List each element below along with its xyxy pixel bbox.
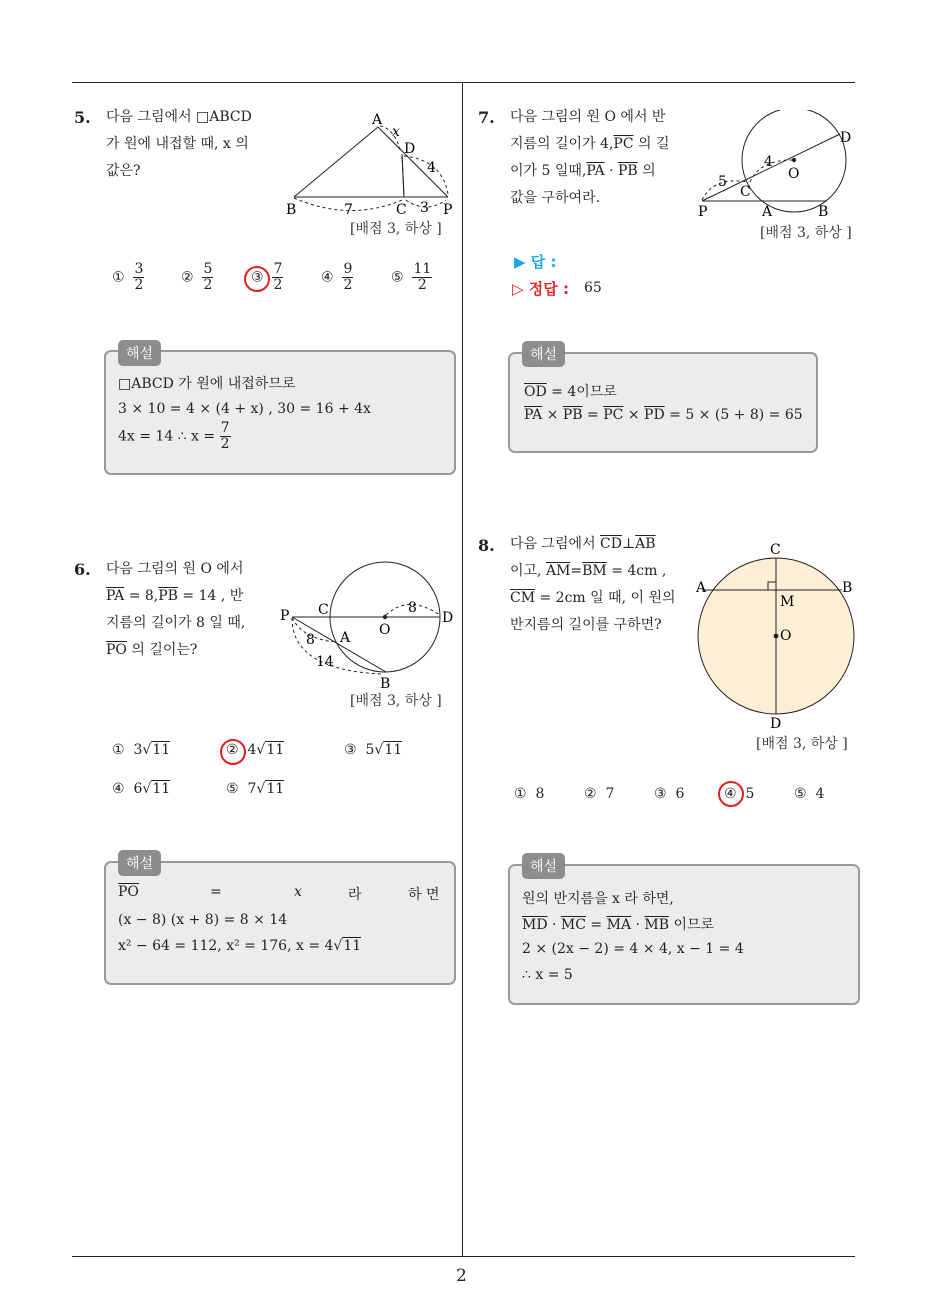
q6-label-14: 14: [316, 654, 334, 670]
q5-option-2[interactable]: ② $\frac{5}{2}$: [181, 261, 213, 293]
q8-number: 8.: [478, 536, 495, 555]
q5-solution-line: 4x = 14 ∴ x = $\frac{7}{2}$: [118, 420, 230, 452]
q6-text-line: $\overline{PA} = 8,\overline{PB} = 14$ , 반: [106, 588, 244, 604]
q7-correct-value: 65: [584, 280, 602, 296]
q5-figure: [280, 110, 460, 220]
q8-text: [510, 531, 676, 639]
q6-text-line: 다음 그림의 원 O 에서: [106, 561, 244, 577]
q5-label-3: 3: [420, 200, 429, 216]
q6-figure: [278, 560, 462, 692]
q8-label-c: C: [770, 542, 781, 558]
q5-number: 5.: [74, 108, 91, 127]
q8-text-line: 이고, $\overline{AM}=\overline{BM} = 4cm$ ,: [510, 563, 667, 579]
q8-option-1[interactable]: ① 8: [514, 786, 545, 802]
q5-label-4: 4: [427, 160, 436, 176]
q6-label-p: P: [280, 608, 290, 624]
q7-label-b: B: [818, 204, 829, 220]
q8-solution-tag: 해설: [522, 853, 565, 879]
q6-text-line: $\overline{PO}$ 의 길이는?: [106, 642, 198, 658]
top-rule: [72, 82, 855, 83]
q7-text: [510, 104, 670, 212]
q7-correct-label: ▷ 정답 :: [512, 280, 569, 298]
q7-text-line: 다음 그림의 원 O 에서 반: [510, 109, 666, 125]
q5-label-a: A: [372, 112, 383, 128]
q7-solution-line: $\overline{PA} \times \overline{PB} = \overline{PC} \times \overline{PD} = 5 \times (5 + 8) = 65$: [524, 407, 803, 423]
q8-label-b: B: [842, 580, 853, 596]
q6-option-3[interactable]: ③ 5√11: [344, 742, 403, 758]
q8-label-a: A: [696, 580, 707, 596]
q7-label-d: D: [840, 130, 852, 146]
q6-solution-line: $\overline{PO}$ = x 라 하 면: [118, 884, 440, 903]
q5-text: [106, 104, 252, 185]
q8-solution-line: $\overline{MD} \cdot \overline{MC} = \overline{MA} \cdot \overline{MB}$ 이므로: [522, 917, 715, 933]
q5-label-b: B: [286, 202, 297, 218]
column-divider: [462, 82, 463, 1256]
q8-figure: [694, 540, 860, 740]
q5-solution-tag: 해설: [118, 340, 161, 366]
q6-label-d: D: [442, 610, 454, 626]
q8-text-line: 반지름의 길이를 구하면?: [510, 617, 662, 633]
q7-score: [배점 3, 하상 ]: [760, 225, 852, 241]
q8-solution-box: [508, 864, 860, 1005]
q7-text-line: 지름의 길이가 $4,\overline{PC}$ 의 길: [510, 136, 670, 152]
q8-answer-mark: [718, 781, 744, 807]
q6-label-c: C: [318, 602, 329, 618]
q7-label-p: P: [698, 204, 708, 220]
q7-solution-tag: 해설: [522, 341, 565, 367]
q7-text-line: 값을 구하여라.: [510, 190, 601, 206]
q5-solution-line: 3 × 10 = 4 × (4 + x) , 30 = 16 + 4x: [118, 401, 371, 417]
q5-score: [배점 3, 하상 ]: [350, 221, 442, 237]
q7-number: 7.: [478, 108, 495, 127]
q5-option-1[interactable]: ① $\frac{3}{2}$: [112, 261, 144, 293]
q5-solution-line: □ABCD 가 원에 내접하므로: [118, 376, 296, 392]
q5-answer-mark: [244, 266, 270, 292]
q7-label-c: C: [740, 184, 751, 200]
q7-label-o: O: [788, 166, 800, 182]
q8-solution-line: 2 × (2x − 2) = 4 × 4, x − 1 = 4: [522, 941, 744, 957]
q8-label-m: M: [780, 594, 795, 610]
q8-solution-line: ∴ x = 5: [522, 967, 573, 983]
q6-option-5[interactable]: ⑤ 7√11: [226, 781, 285, 797]
q5-option-4[interactable]: ④ $\frac{9}{2}$: [321, 261, 353, 293]
q6-solution-line: x² − 64 = 112, x² = 176, x = 4√11: [118, 938, 362, 954]
q6-label-b: B: [380, 676, 391, 692]
q6-label-a: A: [340, 630, 351, 646]
q8-label-o: O: [780, 628, 792, 644]
q5-text-line: 값은?: [106, 163, 141, 179]
q6-label-o: O: [379, 622, 391, 638]
q6-solution-tag: 해설: [118, 850, 161, 876]
q5-label-x: x: [392, 124, 400, 140]
q7-text-line: 이가 5 일때$,\overline{PA} \cdot \overline{PB}$ 의: [510, 163, 656, 179]
q8-text-line: 다음 그림에서 $\overline{CD}\perp\overline{AB}$: [510, 536, 656, 552]
q8-label-d: D: [770, 716, 782, 732]
q6-label-8-right: 8: [408, 600, 417, 616]
q7-solution-box: [508, 352, 818, 453]
q7-answer-label: ▶ 답 :: [514, 253, 557, 271]
q6-answer-mark: [220, 739, 246, 765]
q8-text-line: $\overline{CM} = 2cm$ 일 때, 이 원의: [510, 590, 676, 606]
q5-label-d: D: [404, 141, 416, 157]
q7-label-a: A: [762, 204, 773, 220]
q6-solution-line: (x − 8) (x + 8) = 8 × 14: [118, 912, 288, 928]
q6-option-1[interactable]: ① 3√11: [112, 742, 171, 758]
q7-label-4: 4: [764, 154, 773, 170]
q8-solution-line: 원의 반지름을 x 라 하면,: [522, 891, 674, 907]
q8-score: [배점 3, 하상 ]: [756, 736, 848, 752]
q5-label-7: 7: [344, 202, 353, 218]
q5-text-line: 가 원에 내접할 때, x 의: [106, 136, 249, 152]
q5-label-c: C: [396, 202, 407, 218]
q7-solution-line: $\overline{OD} = 4$이므로: [524, 384, 617, 400]
q5-label-p: P: [443, 202, 453, 218]
q6-option-2[interactable]: ② 4√11: [226, 742, 285, 758]
q6-label-8-left: 8: [306, 632, 315, 648]
q6-option-4[interactable]: ④ 6√11: [112, 781, 171, 797]
bottom-rule: [72, 1256, 855, 1257]
q8-option-5[interactable]: ⑤ 4: [794, 786, 825, 802]
q7-label-5: 5: [718, 174, 727, 190]
q5-option-5[interactable]: ⑤ $\frac{11}{2}$: [391, 261, 432, 293]
q8-option-3[interactable]: ③ 6: [654, 786, 685, 802]
q8-option-4[interactable]: ④ 5: [724, 786, 755, 802]
q5-text-line: 다음 그림에서 □ABCD: [106, 109, 252, 125]
q8-option-2[interactable]: ② 7: [584, 786, 615, 802]
q7-figure: [694, 110, 860, 220]
q6-number: 6.: [74, 560, 91, 579]
q5-option-3[interactable]: ③ $\frac{7}{2}$: [251, 261, 283, 293]
q6-text-line: 지름의 길이가 8 일 때,: [106, 615, 246, 631]
page-number: 2: [456, 1266, 467, 1286]
q6-score: [배점 3, 하상 ]: [350, 693, 442, 709]
q6-text: [106, 556, 245, 664]
